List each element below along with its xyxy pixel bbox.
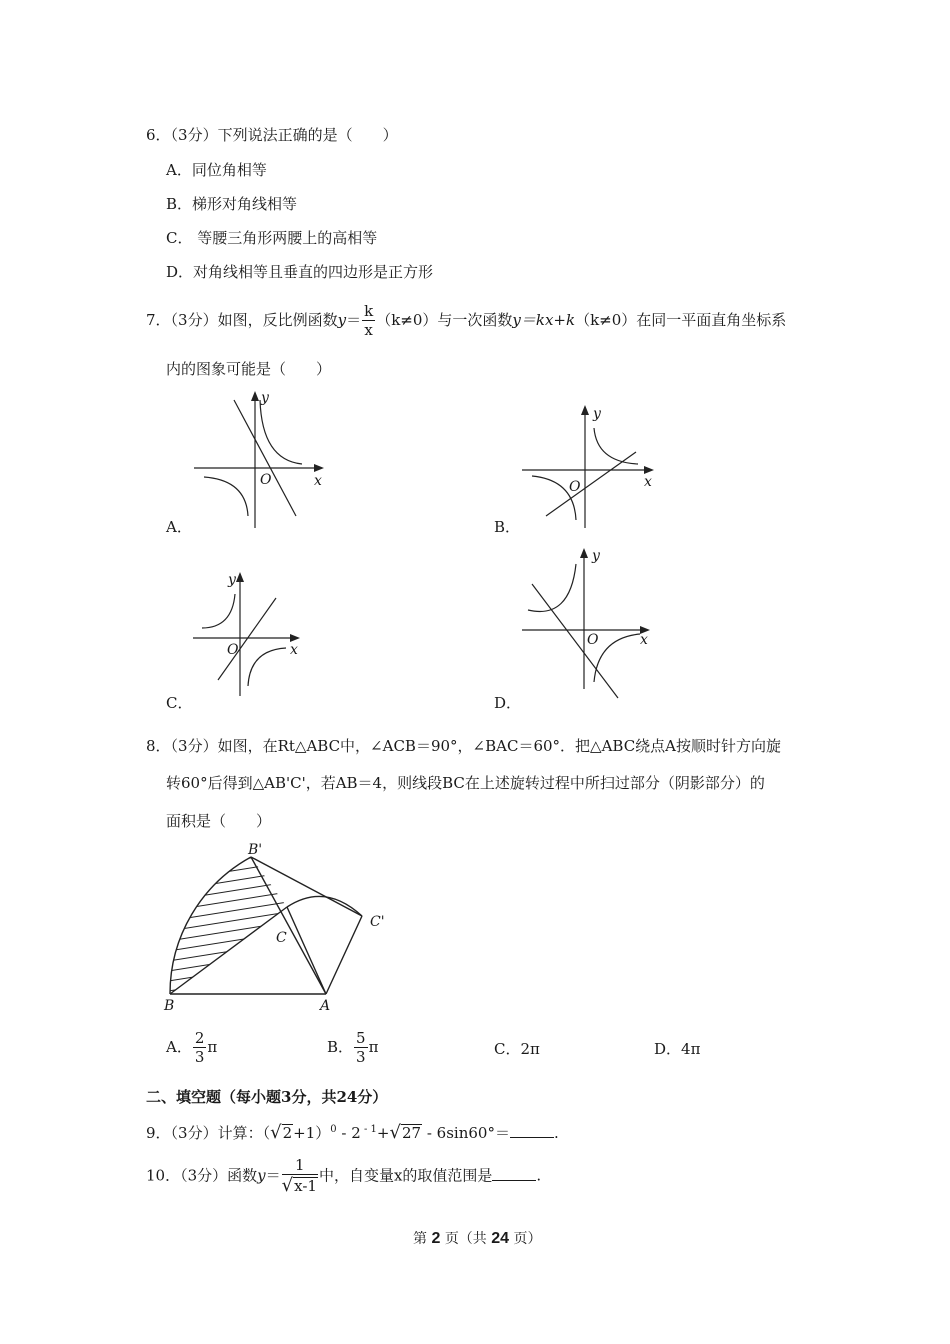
shaded-region [150,834,400,1004]
q7-label-b: B． [494,518,521,536]
label-c-prime: C' [370,914,385,930]
q6-option-c: C． 等腰三角形两腰上的高相等 [166,229,378,247]
linear-function-line [546,452,636,516]
q6-stem: 6．（3分）下列说法正确的是（ ） [146,126,398,144]
y-arrow-icon [236,572,244,582]
q7-graph-a [190,388,340,533]
q7-label-d: D． [494,694,522,712]
q8-option-b: B． $\frac{5}{3}$ π [327,1029,379,1066]
x-label: x [314,473,322,489]
page-footer: 第 2 页（共 24 页） [413,1230,542,1247]
q7-fraction: $\frac{k}{x}$ [364,302,374,339]
q8-stem-line3: 面积是（ ） [166,812,272,830]
linear-function-line [218,598,276,680]
hyperbola-branch-1 [594,428,638,464]
y-label: y [228,572,236,588]
label-b-prime: B' [248,842,263,858]
q6-option-a: A．同位角相等 [166,161,267,179]
arc-bb-prime [170,857,251,994]
segment-bc [170,907,287,994]
q7-graph-c [190,568,310,703]
q8-figure [150,834,400,1014]
x-arrow-icon [644,466,654,474]
x-label: x [290,642,298,658]
x-arrow-icon [290,634,300,642]
origin-label: O [569,479,581,495]
hyperbola-branch-2 [204,477,248,516]
q6-option-b: B．梯形对角线相等 [166,195,298,213]
label-b: B [164,998,175,1014]
q8-option-a: A． $\frac{2}{3}$ π [166,1029,218,1066]
x-label: x [640,632,648,648]
hyperbola-branch-1 [260,400,302,464]
q7-label-a: A． [166,518,192,536]
q7-stem: 7．（3分）如图，反比例函数y＝ $\frac{k}{x}$ （k≠0）与一次函数y＝kx+k（k≠0）在同一平面直角坐标系 [146,302,787,339]
y-label: y [592,548,600,564]
origin-label: O [227,642,239,658]
arc-cc-prime [287,896,362,916]
radical-sign-icon: √ [281,1175,294,1196]
radical-sign-icon: √ [389,1122,401,1143]
y-arrow-icon [581,405,589,415]
x-label: x [644,474,652,490]
hyperbola-branch-1 [202,594,235,628]
radical-sign-icon: √ [270,1122,282,1143]
q7-graph-d [518,544,668,704]
q9-stem: 9．（3分）计算：$(√2+1)^0 - 2$ $^{- 1}$+√27 - 6sin60°＝ . [146,1122,559,1143]
section-heading: 二、填空题（每小题3分，共24分） [146,1088,388,1106]
q10-stem: 10．（3分）函数y＝ $\frac{1}{√x-1}$ 中，自变量x的取值范围是 . [146,1156,542,1196]
answer-blank [492,1168,536,1181]
q8-option-c: C．2π [494,1040,540,1058]
q7-label-c: C． [166,694,193,712]
origin-label: O [260,472,272,488]
q8-option-d: D．4π [654,1040,701,1058]
label-a: A [320,998,331,1014]
label-c: C [276,930,287,946]
q10-fraction: $\frac{1}{√x-1}$ [281,1156,317,1196]
q8-stem-line2: 转60°后得到△AB'C'，若AB＝4，则线段BC在上述旋转过程中所扫过部分（阴影部分）的 [166,774,765,792]
q6-option-d: D．对角线相等且垂直的四边形是正方形 [166,263,434,281]
answer-blank [510,1125,554,1138]
x-arrow-icon [314,464,324,472]
segment-ca [287,907,326,994]
linear-function-line [532,584,618,698]
q7-stem-line2: 内的图象可能是（ ） [166,360,332,378]
q7-graph-b [518,402,668,537]
segment-c-prime-a [326,916,362,994]
q8-stem-line1: 8．（3分）如图，在Rt△ABC中，∠ACB＝90°，∠BAC＝60°．把△ABC绕点A按顺时针方向旋 [146,737,782,755]
y-label: y [593,406,601,422]
hyperbola-branch-2 [248,648,286,686]
origin-label: O [587,632,599,648]
y-arrow-icon [251,391,259,401]
y-arrow-icon [580,548,588,558]
y-label: y [261,390,269,406]
